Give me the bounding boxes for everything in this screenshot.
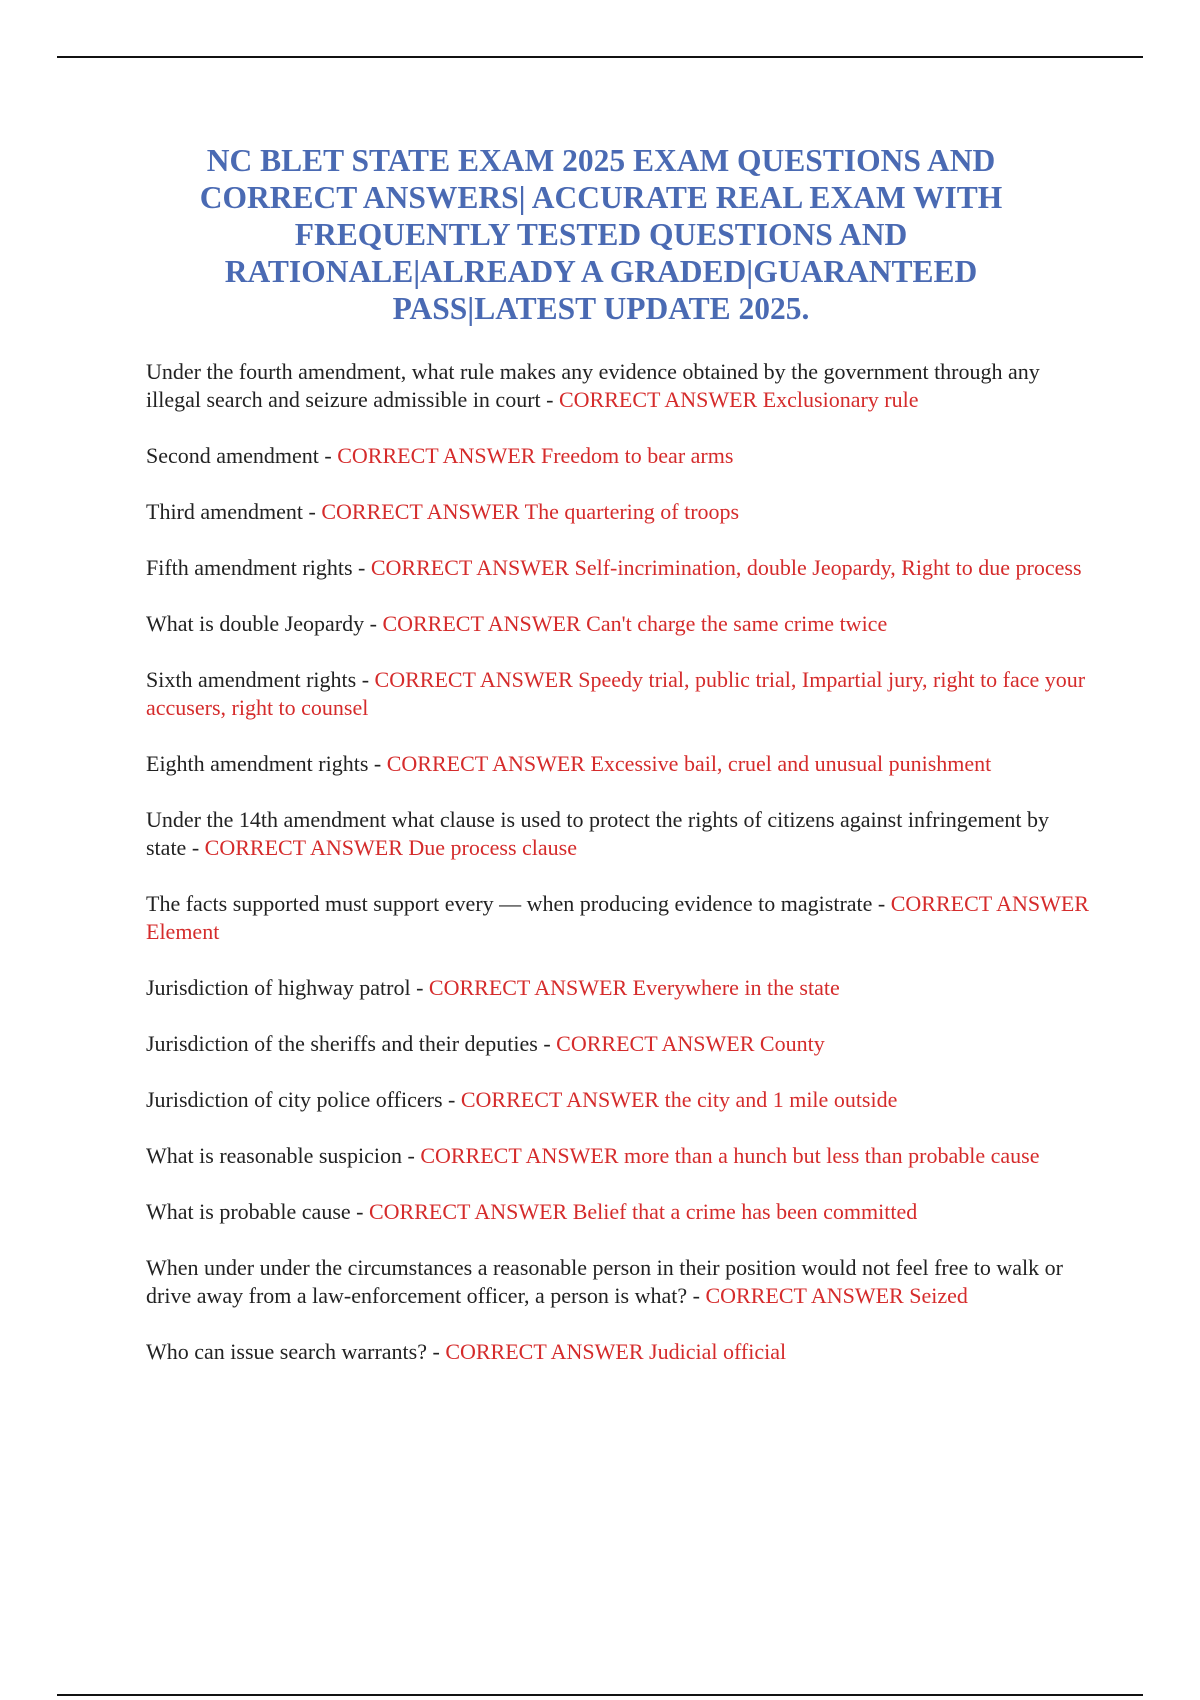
qa-item <box>146 1086 1091 1114</box>
qa-item <box>146 806 1091 862</box>
question-text: Second amendment - <box>146 443 338 468</box>
question-text: When under under the circumstances a reasonable person in their position would not feel free to walk or drive away from a law-enforcement officer, a person is what? - <box>146 1255 1063 1308</box>
question-text: Third amendment - <box>146 499 322 524</box>
top-rule <box>57 56 1143 58</box>
qa-item <box>146 666 1091 722</box>
bottom-rule <box>57 1694 1143 1696</box>
document-title: NC BLET STATE EXAM 2025 EXAM QUESTIONS AND CORRECT ANSWERS| ACCURATE REAL EXAM WITH FREQUENTLY TESTED QUESTIONS AND RATIONALE|ALREADY A GRADED|GUARANTEED PASS|LATEST UPDATE 2025. <box>199 143 1003 326</box>
qa-item <box>146 890 1091 946</box>
answer-text: CORRECT ANSWER the city and 1 mile outside <box>460 1087 898 1112</box>
qa-item <box>146 1142 1091 1170</box>
answer-text: CORRECT ANSWER The quartering of troops <box>321 499 740 524</box>
question-text: What is probable cause - <box>146 1199 369 1224</box>
question-text: Jurisdiction of city police officers - <box>146 1087 461 1112</box>
qa-item <box>146 1030 1091 1058</box>
qa-item <box>146 750 1091 778</box>
answer-text: CORRECT ANSWER Speedy trial, public trial, Impartial jury, right to face your accusers, right to counsel <box>146 667 1086 720</box>
question-text: What is double Jeopardy - <box>146 611 383 636</box>
answer-text: CORRECT ANSWER Seized <box>705 1283 968 1308</box>
qa-item <box>146 610 1091 638</box>
answer-text: CORRECT ANSWER Can't charge the same crime twice <box>382 611 888 636</box>
answer-text: CORRECT ANSWER Exclusionary rule <box>558 387 919 412</box>
question-text: Who can issue search warrants? - <box>146 1339 446 1364</box>
qa-item <box>146 498 1091 526</box>
question-text: What is reasonable suspicion - <box>146 1143 421 1168</box>
question-text: Eighth amendment rights - <box>146 751 387 776</box>
answer-text: CORRECT ANSWER Due process clause <box>204 835 577 860</box>
qa-list <box>146 358 1091 1394</box>
answer-text: CORRECT ANSWER County <box>556 1031 825 1056</box>
qa-item <box>146 1338 1091 1366</box>
question-text: Jurisdiction of the sheriffs and their deputies - <box>146 1031 557 1056</box>
qa-item <box>146 442 1091 470</box>
qa-item <box>146 1198 1091 1226</box>
answer-text: CORRECT ANSWER Self-incrimination, double Jeopardy, Right to due process <box>370 555 1082 580</box>
question-text: Fifth amendment rights - <box>146 555 371 580</box>
answer-text: CORRECT ANSWER Element <box>146 891 1089 944</box>
qa-item <box>146 1254 1091 1310</box>
question-text: Sixth amendment rights - <box>146 667 375 692</box>
question-text: The facts supported must support every — when producing evidence to magistrate - <box>146 891 891 916</box>
question-text: Under the 14th amendment what clause is used to protect the rights of citizens against infringement by state - <box>146 807 1049 860</box>
answer-text: CORRECT ANSWER more than a hunch but less than probable cause <box>420 1143 1040 1168</box>
qa-item <box>146 554 1091 582</box>
answer-text: CORRECT ANSWER Judicial official <box>445 1339 787 1364</box>
qa-item <box>146 974 1091 1002</box>
qa-item <box>146 358 1091 414</box>
question-text: Jurisdiction of highway patrol - <box>146 975 429 1000</box>
answer-text: CORRECT ANSWER Belief that a crime has been committed <box>368 1199 918 1224</box>
question-text: Under the fourth amendment, what rule makes any evidence obtained by the government through any illegal search and seizure admissible in court - <box>146 359 1040 412</box>
answer-text: CORRECT ANSWER Excessive bail, cruel and unusual punishment <box>386 751 992 776</box>
answer-text: CORRECT ANSWER Everywhere in the state <box>428 975 840 1000</box>
answer-text: CORRECT ANSWER Freedom to bear arms <box>337 443 734 468</box>
